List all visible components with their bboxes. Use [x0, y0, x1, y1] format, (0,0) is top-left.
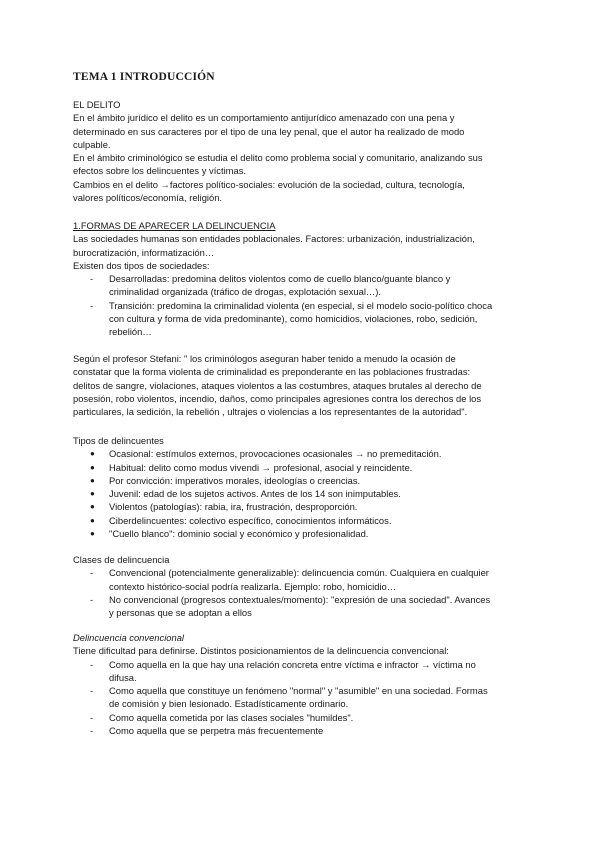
text-line: culpable.: [73, 138, 111, 150]
text-line: No convencional (progresos contextuales/momento): "expresión de una sociedad". Avances: [109, 593, 491, 605]
bullet-icon: ●: [90, 529, 95, 539]
text-line: En el ámbito jurídico el delito es un comportamiento antijurídico amenazado con una pena y: [73, 112, 455, 124]
text-line: Transición: predomina la criminalidad violenta (en especial, si el modelo socio-político choca: [109, 299, 493, 311]
dash-marker: -: [90, 711, 94, 723]
list-item: [73, 658, 533, 685]
list-item-text: Violentos (patologías): rabia, ira, frustración, desproporción.: [109, 501, 358, 513]
section-heading: Clases de delincuencia: [73, 554, 170, 565]
text-line: Existen dos tipos de sociedades:: [73, 259, 210, 271]
list-item: [73, 461, 533, 474]
text-line: constatar que la forma violenta de criminalidad es preponderante en las poblaciones frustradas:: [73, 366, 471, 378]
text-line: determinado en sus caracteres por el tipo de una ley penal, que el autor ha realizado de modo: [73, 125, 465, 137]
text-line: En el ámbito criminológico se estudia el delito como problema social y comunitario, analizando sus: [73, 152, 483, 164]
text-line: criminalidad organizada (tráfico de drogas, explotación sexual…).: [109, 286, 382, 298]
text-line: Como aquella que se perpetra más frecuentemente: [109, 725, 324, 737]
text-line: Como aquella en la que hay una relación concreta entre víctima e infractor → víctima no: [109, 658, 476, 670]
bullet-icon: ●: [90, 489, 95, 499]
section-formas: [73, 219, 533, 339]
text-line: Según el profesor Stefani: " los criminólogos aseguran haber tenido a menudo la ocasión de: [73, 353, 456, 364]
section-tipos-delincuentes: [73, 434, 533, 540]
text-line: posesión, robo violentos, incendio, daños, como principales agresiones contra los derechos de los: [73, 392, 482, 404]
text-line: Como aquella que constituye un fenómeno "normal" y "asumible" en una sociedad. Formas: [109, 685, 488, 697]
text-line: rebelión…: [109, 326, 152, 338]
text-line: valores políticos/economía, religión.: [73, 192, 223, 204]
text-line: delitos de sangre, violaciones, ataques violentos a las costumbres, ataques brutales al derecho de: [73, 379, 482, 391]
list-item: [73, 500, 533, 513]
list-item: [73, 593, 533, 620]
list-item: [73, 514, 533, 527]
dash-marker: -: [90, 658, 94, 670]
list-item: [73, 447, 533, 460]
section-delincuencia-convencional: [73, 631, 533, 737]
list-item: [73, 566, 533, 593]
text-line: Desarrolladas: predomina delitos violentos como de cuello blanco/guante blanco y: [109, 273, 451, 285]
section-heading: Tipos de delincuentes: [73, 435, 164, 446]
list-item-text: Habitual: delito como modus vivendi → profesional, asocial y reincidente.: [109, 461, 413, 473]
bullet-icon: ●: [90, 502, 95, 512]
bullet-icon: ●: [90, 515, 95, 525]
dash-marker: -: [90, 299, 94, 311]
list-item-text: "Cuello blanco": dominio social y económico y profesionalidad.: [109, 528, 369, 540]
dash-marker: -: [90, 273, 94, 285]
text-line: contexto histórico-social podría realizarla. Ejemplo: robo, homicidio…: [109, 580, 397, 592]
list-item: [73, 724, 533, 737]
text-line: con cultura y forma de vida predominante), como homicidios, violaciones, robo, sedición,: [109, 313, 478, 325]
list-item: [73, 474, 533, 487]
list-item: [73, 487, 533, 500]
text-line: y personas que se adoptan a ellos: [109, 607, 252, 619]
list-item: [73, 527, 533, 540]
page-title: TEMA 1 INTRODUCCIÓN: [73, 71, 215, 83]
section-clases-delincuencia: [73, 553, 533, 619]
text-line: Las sociedades humanas son entidades poblacionales. Factores: urbanización, industrialización,: [73, 233, 475, 245]
bullet-icon: ●: [90, 462, 95, 472]
list-item-text: Ocasional: estímulos externos, provocaciones ocasionales → no premeditación.: [109, 448, 442, 460]
list-item: [73, 711, 533, 724]
bullet-icon: ●: [90, 475, 95, 485]
tipos-list: [73, 447, 533, 540]
convencional-list: [73, 658, 533, 738]
text-line: difusa.: [109, 671, 137, 683]
dash-marker: -: [90, 593, 94, 605]
list-item: [73, 272, 533, 299]
list-item: [73, 684, 533, 711]
text-line: burocratización, informatización…: [73, 246, 215, 258]
text-line: efectos sobre los delincuentes y víctimas.: [73, 165, 246, 177]
sociedades-list: [73, 272, 533, 338]
text-line: Cambios en el delito →factores político-sociales: evolución de la sociedad, cultura, tecnología,: [73, 178, 465, 190]
section-heading: 1.FORMAS DE APARECER LA DELINCUENCIA: [73, 220, 276, 231]
list-item-text: Juvenil: edad de los sujetos activos. Antes de los 14 son inimputables.: [109, 488, 401, 500]
text-line: Tiene dificultad para definirse. Distintos posicionamientos de la delincuencia convencional:: [73, 645, 449, 657]
list-item: [73, 299, 533, 339]
text-line: Convencional (potencialmente generalizable): delincuencia común. Cualquiera en cualquier: [109, 567, 489, 579]
list-item-text: Por convicción: imperativos morales, ideologías o creencias.: [109, 474, 361, 486]
text-line: particulares, la sedición, la rebelión , ultrajes o violencias a los representantes de la autoridad".: [73, 406, 468, 418]
section-heading: Delincuencia convencional: [73, 632, 185, 643]
bullet-icon: ●: [90, 449, 95, 459]
section-stefani-quote: [73, 352, 533, 418]
dash-marker: -: [90, 725, 94, 737]
section-el-delito: [73, 98, 533, 204]
section-heading: EL DELITO: [73, 99, 121, 110]
dash-marker: -: [90, 567, 94, 579]
list-item-text: Ciberdelincuentes: colectivo específico, conocimientos informáticos.: [109, 514, 392, 526]
text-line: de comisión y bien lesionado. Estadísticamente ordinario.: [109, 698, 349, 710]
clases-list: [73, 566, 533, 619]
text-line: Como aquella cometida por las clases sociales "humildes".: [109, 711, 354, 723]
dash-marker: -: [90, 685, 94, 697]
